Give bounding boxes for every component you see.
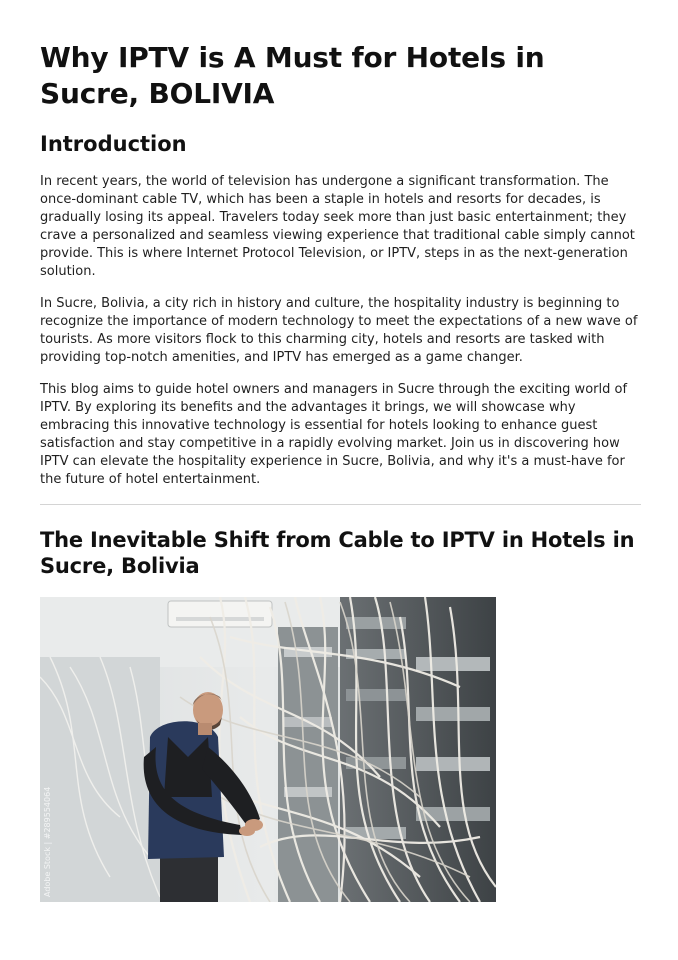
article bbox=[40, 40, 641, 902]
article-title: Why IPTV is A Must for Hotels in Sucre, BOLIVIA bbox=[40, 41, 545, 110]
server-room-cables-photo bbox=[40, 597, 496, 902]
intro-paragraph-1: In recent years, the world of television has undergone a significant transformation. The once-dominant cable TV, which has been a staple in hotels and resorts for decades, is gradually losing its appeal. Travelers today seek more than just basic entertainment; they crave a personalized and seamless viewing experience that traditional cable simply cannot provide. This is where Internet Protocol Television, or IPTV, steps in as the next-generation solution. bbox=[40, 174, 635, 279]
section-heading: The Inevitable Shift from Cable to IPTV in Hotels in Sucre, Bolivia bbox=[40, 528, 635, 578]
intro-paragraph-3: This blog aims to guide hotel owners and managers in Sucre through the exciting world of IPTV. By exploring its benefits and the advantages it brings, we will showcase why embracing this innovative technology is essential for hotels looking to enhance guest satisfaction and stay competitive in a rapidly evolving market. Join us in discovering how IPTV can elevate the hospitality experience in Sucre, Bolivia, and why it's a must-have for the future of hotel entertainment. bbox=[40, 382, 628, 487]
photo-watermark: Adobe Stock | #289554064 bbox=[43, 786, 52, 897]
intro-paragraph-2: In Sucre, Bolivia, a city rich in history and culture, the hospitality industry is beginning to recognize the importance of modern technology to meet the expectations of a new wave of tourists. As more visitors flock to this charming city, hotels and resorts are tasked with providing top-notch amenities, and IPTV has emerged as a game changer. bbox=[40, 296, 638, 365]
section-divider bbox=[40, 504, 641, 505]
introduction-heading: Introduction bbox=[40, 132, 187, 156]
